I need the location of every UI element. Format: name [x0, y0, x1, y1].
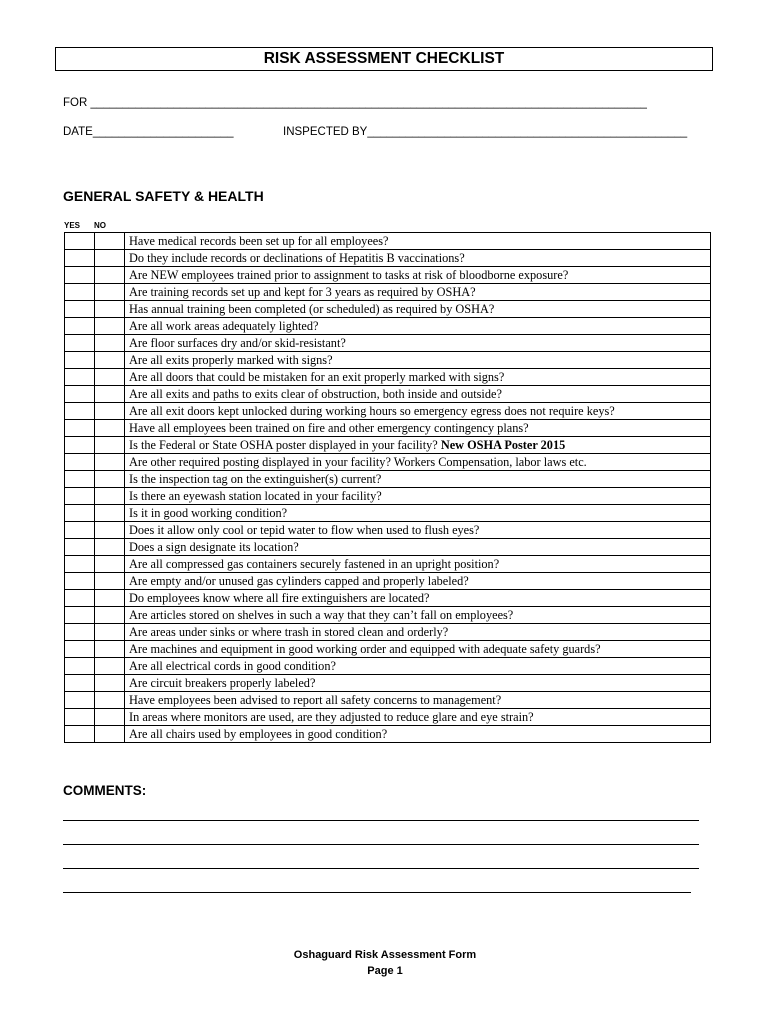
question-text: Are machines and equipment in good working order and equipped with adequate safety guards? — [129, 642, 601, 656]
checklist-row — [65, 267, 711, 284]
question-text: Have medical records been set up for all employees? — [129, 234, 389, 248]
yes-checkbox[interactable] — [65, 573, 95, 590]
yes-checkbox[interactable] — [65, 284, 95, 301]
checklist-table — [64, 232, 711, 743]
no-checkbox[interactable] — [95, 250, 125, 267]
checklist-row — [65, 658, 711, 675]
no-checkbox[interactable] — [95, 641, 125, 658]
comments-title: COMMENTS: — [63, 783, 147, 798]
question-cell — [125, 522, 711, 539]
no-checkbox[interactable] — [95, 624, 125, 641]
yes-checkbox[interactable] — [65, 267, 95, 284]
no-checkbox[interactable] — [95, 437, 125, 454]
question-cell — [125, 233, 711, 250]
no-checkbox[interactable] — [95, 335, 125, 352]
no-checkbox[interactable] — [95, 488, 125, 505]
no-checkbox[interactable] — [95, 352, 125, 369]
inspected-row — [283, 126, 687, 138]
yes-checkbox[interactable] — [65, 675, 95, 692]
checklist-row — [65, 624, 711, 641]
footer-page-number: Page 1 — [367, 965, 403, 977]
inspected-label: INSPECTED BY — [283, 126, 368, 138]
checklist-row — [65, 335, 711, 352]
checklist-row — [65, 437, 711, 454]
yes-checkbox[interactable] — [65, 624, 95, 641]
question-text: Have employees been advised to report all safety concerns to management? — [129, 693, 502, 707]
no-checkbox[interactable] — [95, 454, 125, 471]
checklist-row — [65, 352, 711, 369]
question-cell — [125, 607, 711, 624]
footer-form-name: Oshaguard Risk Assessment Form — [293, 949, 477, 961]
no-checkbox[interactable] — [95, 709, 125, 726]
yes-checkbox[interactable] — [65, 641, 95, 658]
question-cell — [125, 335, 711, 352]
yes-checkbox[interactable] — [65, 403, 95, 420]
checklist-row — [65, 488, 711, 505]
question-cell — [125, 471, 711, 488]
question-text: Is the inspection tag on the extinguisher(s) current? — [129, 472, 382, 486]
question-cell — [125, 369, 711, 386]
yes-checkbox[interactable] — [65, 505, 95, 522]
question-text: Are all electrical cords in good condition? — [129, 659, 336, 673]
question-cell — [125, 267, 711, 284]
checklist-row — [65, 454, 711, 471]
question-cell — [125, 692, 711, 709]
question-text: Are circuit breakers properly labeled? — [129, 676, 316, 690]
question-cell — [125, 624, 711, 641]
question-cell — [125, 454, 711, 471]
question-cell — [125, 437, 711, 454]
form-title: RISK ASSESSMENT CHECKLIST — [55, 47, 713, 71]
yes-checkbox[interactable] — [65, 335, 95, 352]
no-checkbox[interactable] — [95, 386, 125, 403]
no-checkbox[interactable] — [95, 420, 125, 437]
question-cell — [125, 301, 711, 318]
yes-checkbox[interactable] — [65, 318, 95, 335]
question-cell — [125, 284, 711, 301]
yes-checkbox[interactable] — [65, 539, 95, 556]
checklist-row — [65, 675, 711, 692]
question-text: Are floor surfaces dry and/or skid-resistant? — [129, 336, 346, 350]
question-cell — [125, 726, 711, 743]
no-checkbox[interactable] — [95, 403, 125, 420]
yes-checkbox[interactable] — [65, 420, 95, 437]
question-cell — [125, 573, 711, 590]
section-title: GENERAL SAFETY & HEALTH — [63, 188, 264, 204]
checklist-row — [65, 420, 711, 437]
for-label: FOR — [63, 97, 88, 109]
question-text: Do employees know where all fire extinguishers are located? — [129, 591, 430, 605]
question-text: Are all compressed gas containers securely fastened in an upright position? — [129, 557, 500, 571]
yes-checkbox[interactable] — [65, 488, 95, 505]
checklist-row — [65, 403, 711, 420]
checklist-row — [65, 284, 711, 301]
question-text: Are all exits and paths to exits clear of obstruction, both inside and outside? — [129, 387, 502, 401]
yes-checkbox[interactable] — [65, 437, 95, 454]
for-field[interactable]: _______________________________________________________________________________________ — [90, 97, 647, 109]
checklist-row — [65, 318, 711, 335]
checklist-row — [65, 369, 711, 386]
yes-checkbox[interactable] — [65, 250, 95, 267]
checklist-row — [65, 471, 711, 488]
yes-checkbox[interactable] — [65, 692, 95, 709]
question-text: Does it allow only cool or tepid water to flow when used to flush eyes? — [129, 523, 480, 537]
no-checkbox[interactable] — [95, 658, 125, 675]
checklist-row — [65, 709, 711, 726]
no-checkbox[interactable] — [95, 471, 125, 488]
no-checkbox[interactable] — [95, 369, 125, 386]
yes-checkbox[interactable] — [65, 471, 95, 488]
question-cell — [125, 505, 711, 522]
question-text: In areas where monitors are used, are they adjusted to reduce glare and eye strain? — [129, 710, 534, 724]
yes-checkbox[interactable] — [65, 709, 95, 726]
question-text: Are all exit doors kept unlocked during working hours so emergency egress does not require keys? — [129, 404, 615, 418]
comment-line[interactable] — [63, 892, 691, 893]
checklist-row — [65, 505, 711, 522]
yes-checkbox[interactable] — [65, 658, 95, 675]
question-cell — [125, 556, 711, 573]
yes-checkbox[interactable] — [65, 726, 95, 743]
comment-line[interactable] — [63, 868, 699, 869]
question-text: Are all doors that could be mistaken for an exit properly marked with signs? — [129, 370, 505, 384]
no-checkbox[interactable] — [95, 692, 125, 709]
checklist-row — [65, 556, 711, 573]
no-checkbox[interactable] — [95, 301, 125, 318]
question-text: Are other required posting displayed in your facility? Workers Compensation, labor laws etc. — [129, 455, 587, 469]
question-cell — [125, 658, 711, 675]
checklist-row — [65, 573, 711, 590]
date-field[interactable]: ______________________ — [92, 126, 234, 138]
question-cell — [125, 709, 711, 726]
checklist-row — [65, 641, 711, 658]
checklist-row — [65, 692, 711, 709]
yes-column-header: YES — [64, 221, 81, 230]
question-text: Do they include records or declinations of Hepatitis B vaccinations? — [129, 251, 465, 265]
yes-checkbox[interactable] — [65, 556, 95, 573]
for-row — [63, 97, 647, 109]
yes-checkbox[interactable] — [65, 386, 95, 403]
question-cell — [125, 488, 711, 505]
checklist-row — [65, 250, 711, 267]
question-cell — [125, 386, 711, 403]
no-checkbox[interactable] — [95, 590, 125, 607]
question-cell — [125, 318, 711, 335]
question-text: Are all chairs used by employees in good condition? — [129, 727, 388, 741]
no-checkbox[interactable] — [95, 267, 125, 284]
no-checkbox[interactable] — [95, 318, 125, 335]
comment-line[interactable] — [63, 844, 699, 845]
checklist-row — [65, 607, 711, 624]
yes-checkbox[interactable] — [65, 590, 95, 607]
question-text: Are NEW employees trained prior to assignment to tasks at risk of bloodborne exposure? — [129, 268, 569, 282]
yes-checkbox[interactable] — [65, 301, 95, 318]
yes-checkbox[interactable] — [65, 607, 95, 624]
question-text: Is there an eyewash station located in your facility? — [129, 489, 382, 503]
question-text: Does a sign designate its location? — [129, 540, 299, 554]
no-checkbox[interactable] — [95, 284, 125, 301]
question-text: Are empty and/or unused gas cylinders capped and properly labeled? — [129, 574, 469, 588]
no-checkbox[interactable] — [95, 607, 125, 624]
no-checkbox[interactable] — [95, 726, 125, 743]
no-checkbox[interactable] — [95, 522, 125, 539]
yes-checkbox[interactable] — [65, 454, 95, 471]
checklist-row — [65, 539, 711, 556]
yes-checkbox[interactable] — [65, 233, 95, 250]
question-cell — [125, 675, 711, 692]
date-label: DATE — [63, 126, 93, 138]
question-cell — [125, 403, 711, 420]
question-text: Are articles stored on shelves in such a way that they can’t fall on employees? — [129, 608, 514, 622]
poster-note: New OSHA Poster 2015 — [440, 438, 566, 452]
yes-checkbox[interactable] — [65, 352, 95, 369]
no-column-header: NO — [94, 221, 106, 230]
date-row — [63, 126, 234, 138]
question-cell — [125, 539, 711, 556]
question-text: Has annual training been completed (or scheduled) as required by OSHA? — [129, 302, 495, 316]
no-checkbox[interactable] — [95, 539, 125, 556]
comment-line[interactable] — [63, 820, 699, 821]
no-checkbox[interactable] — [95, 505, 125, 522]
checklist-row — [65, 386, 711, 403]
question-cell — [125, 420, 711, 437]
checklist-row — [65, 233, 711, 250]
checklist-row — [65, 522, 711, 539]
inspected-field[interactable]: __________________________________________________ — [367, 126, 688, 138]
question-text: Are areas under sinks or where trash in stored clean and orderly? — [129, 625, 449, 639]
checklist-row — [65, 301, 711, 318]
question-cell — [125, 590, 711, 607]
question-text: Are all exits properly marked with signs? — [129, 353, 333, 367]
question-cell — [125, 641, 711, 658]
no-checkbox[interactable] — [95, 675, 125, 692]
checklist-row — [65, 590, 711, 607]
no-checkbox[interactable] — [95, 556, 125, 573]
yes-checkbox[interactable] — [65, 369, 95, 386]
question-cell — [125, 250, 711, 267]
question-text: Are all work areas adequately lighted? — [129, 319, 319, 333]
yes-checkbox[interactable] — [65, 522, 95, 539]
no-checkbox[interactable] — [95, 233, 125, 250]
question-text: Are training records set up and kept for 3 years as required by OSHA? — [129, 285, 476, 299]
question-text: Is the Federal or State OSHA poster displayed in your facility? — [129, 438, 438, 452]
question-cell — [125, 352, 711, 369]
question-text: Have all employees been trained on fire and other emergency contingency plans? — [129, 421, 529, 435]
question-text: Is it in good working condition? — [129, 506, 288, 520]
no-checkbox[interactable] — [95, 573, 125, 590]
checklist-row — [65, 726, 711, 743]
